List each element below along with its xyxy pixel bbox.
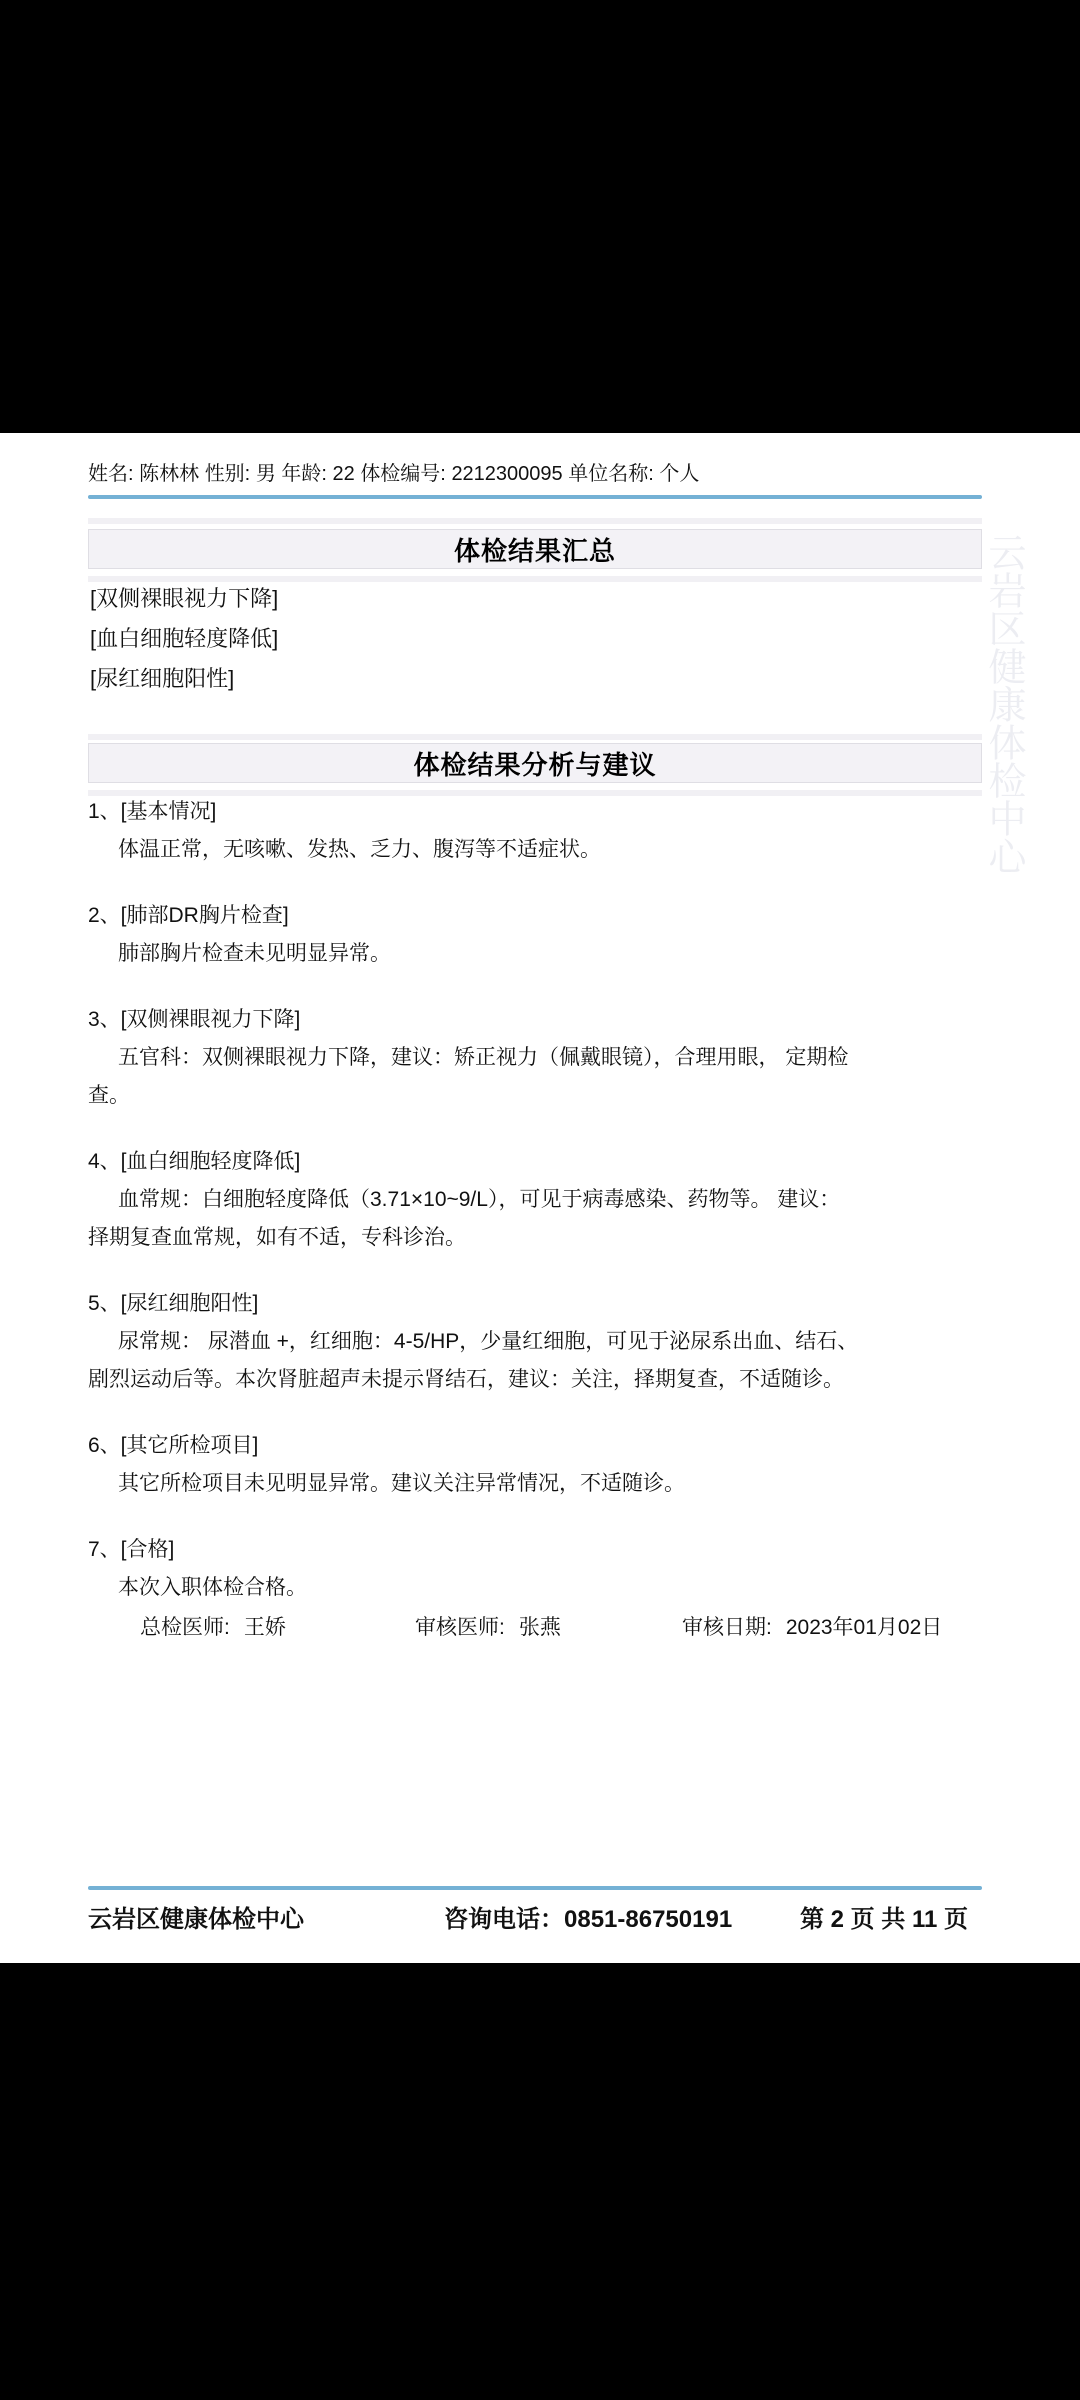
patient-age-value: 22 [332,463,355,485]
page-footer [88,1899,982,1933]
patient-exam-no-value: 2212300095 [451,463,563,485]
item-heading: 4、[血白细胞轻度降低] [88,1150,301,1173]
patient-unit-field [568,463,699,485]
item-heading: 5、[尿红细胞阳性] [88,1292,259,1315]
patient-name-value: 陈林林 [139,463,200,485]
summary-section-title: 体检结果汇总 [453,535,616,566]
patient-gender-value: 男 [255,463,276,485]
item-body-line: 择期复查血常规，如有不适，专科诊治。 [88,1226,466,1249]
summary-findings-list [90,579,984,699]
separator-strip [88,518,982,524]
item-body-line: 查。 [88,1084,130,1107]
patient-info-row [88,457,988,486]
footer-phone-label: 咨询电话： [444,1906,564,1933]
analysis-item [88,1531,988,1607]
patient-gender-field [205,463,276,485]
finding-item: [血白细胞轻度降低] [90,626,279,651]
analysis-item [88,1427,988,1503]
footer-phone-field [444,1899,732,1934]
item-heading: 7、[合格] [88,1538,175,1561]
item-body-line: 其它所检项目未见明显异常。建议关注异常情况，不适随诊。 [118,1472,685,1495]
patient-unit-value: 个人 [659,463,700,485]
patient-unit-label: 单位名称: [568,463,654,485]
review-doctor-label: 审核医师: [415,1616,505,1639]
analysis-item [88,1143,988,1257]
patient-name-field [88,463,199,485]
chief-doctor-name: 王娇 [243,1616,286,1639]
review-date-field [682,1611,942,1641]
summary-section-banner [88,529,982,569]
analysis-item [88,1285,988,1399]
patient-age-field [281,463,354,485]
patient-exam-no-label: 体检编号: [360,463,446,485]
finding-item: [尿红细胞阳性] [90,666,235,691]
footer-page-number: 第 2 页 共 11 页 [799,1906,968,1933]
separator-strip [88,734,982,740]
footer-divider-line [88,1886,982,1890]
document-page[interactable] [0,433,1080,1963]
analysis-items-list [88,793,988,1635]
chief-doctor-label: 总检医师: [140,1616,230,1639]
item-heading: 3、[双侧裸眼视力下降] [88,1008,301,1031]
analysis-item [88,897,988,973]
review-doctor-name: 张燕 [518,1616,561,1639]
item-body-line: 尿常规： 尿潜血 +，红细胞：4-5/HP，少量红细胞，可见于泌尿系出血、结石、 [118,1330,859,1353]
patient-gender-label: 性别: [204,463,251,485]
item-body-line: 本次入职体检合格。 [118,1576,307,1599]
item-body-line: 体温正常，无咳嗽、发热、乏力、腹泻等不适症状。 [118,838,601,861]
patient-name-label: 姓名: [88,463,134,485]
review-doctor-field [415,1611,561,1641]
footer-phone-number: 0851-86750191 [564,1906,733,1933]
finding-item: [双侧裸眼视力下降] [90,586,279,611]
item-heading: 1、[基本情况] [88,800,217,823]
header-divider-line [88,495,982,499]
item-body-line: 血常规：白细胞轻度降低（3.71×10~9/L），可见于病毒感染、药物等。 建议： [118,1188,841,1211]
analysis-item [88,793,988,869]
item-heading: 6、[其它所检项目] [88,1434,259,1457]
item-body-line: 肺部胸片检查未见明显异常。 [118,942,391,965]
analysis-section-title: 体检结果分析与建议 [413,749,657,780]
analysis-section-banner [88,743,982,783]
watermark-text: 云岩区健康体检中心 [982,533,1026,875]
patient-age-label: 年龄: [281,463,327,485]
item-heading: 2、[肺部DR胸片检查] [88,904,289,927]
item-body-line: 五官科：双侧裸眼视力下降，建议：矫正视力（佩戴眼镜），合理用眼， 定期检 [118,1046,849,1069]
review-date-value: 2023年01月02日 [785,1616,943,1639]
review-date-label: 审核日期: [682,1616,772,1639]
chief-doctor-field [140,1611,286,1641]
patient-exam-no-field [360,463,562,485]
footer-center-name: 云岩区健康体检中心 [88,1906,304,1933]
analysis-item [88,1001,988,1115]
item-body-line: 剧烈运动后等。本次肾脏超声未提示肾结石，建议：关注，择期复查，不适随诊。 [88,1368,844,1391]
signoff-row [88,1611,982,1651]
